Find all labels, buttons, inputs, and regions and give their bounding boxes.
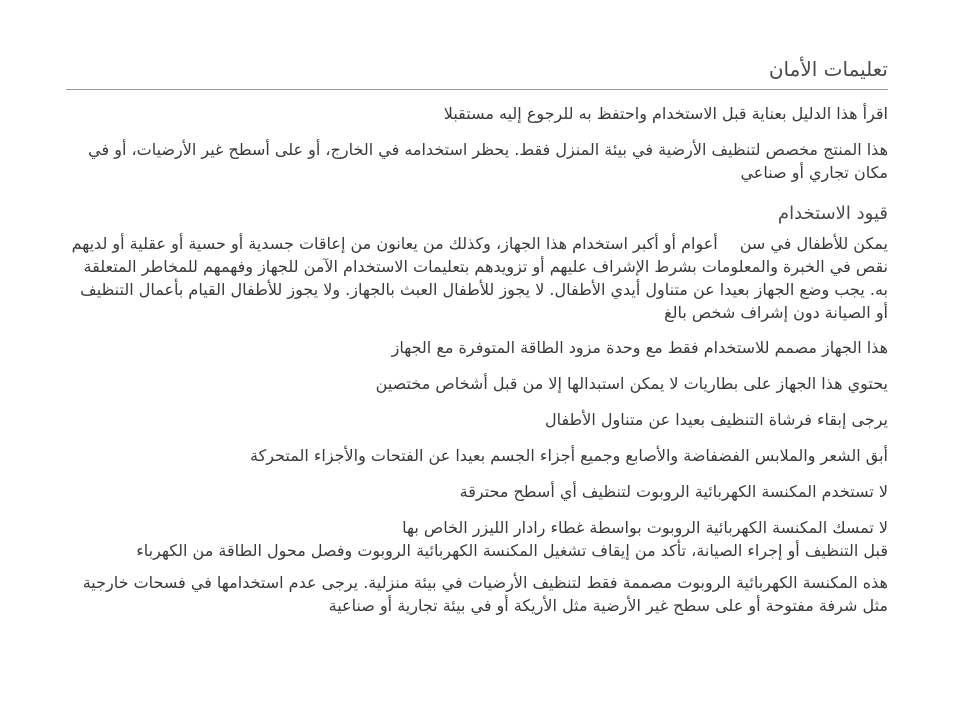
restriction-item-indoor-use: هذه المكنسة الكهربائية الروبوت مصممة فقط لتنظيف الأرضيات في بيئة منزلية. يرجى عدم استخدامها في فسحات خارجية مثل شرفة مفتوحة أو على سطح غير الأرضية مثل الأريكة أو في بيئة تجارية أو صناعية — [82, 573, 888, 615]
restriction-item-maintenance: قبل التنظيف أو إجراء الصيانة، تأكد من إيقاف تشغيل المكنسة الكهربائية الروبوت وفصل محول الطاقة من الكهرباء — [136, 541, 888, 560]
children-text-part1: يمكن للأطفال في سن — [739, 234, 888, 253]
children-usage-paragraph — [66, 232, 888, 324]
safety-document — [66, 52, 888, 617]
restriction-item-batteries: يحتوي هذا الجهاز على بطاريات لا يمكن استبدالها إلا من قبل أشخاص مختصين — [375, 374, 888, 393]
children-text-part2: أعوام أو أكبر استخدام هذا الجهاز، وكذلك من يعانون من إعاقات جسدية أو حسية أو عقلية أو لديهم نقص في الخبرة والمعلومات بشرط الإشراف عليهم أو تزويدهم بتعليمات الاستخدام الآمن للجهاز وفهمهم للمخاطر المتعلقة به. يجب وضع الجهاز بعيدا عن متناول أيدي الأطفال. لا يجوز للأطفال العبث بالجهاز. ولا يجوز للأطفال القيام بأعمال التنظيف أو الصيانة دون إشراف شخص بالغ — [71, 234, 888, 322]
usage-restrictions-heading: قيود الاستخدام — [777, 203, 888, 224]
intro-paragraph: اقرأ هذا الدليل بعناية قبل الاستخدام واحتفظ به للرجوع إليه مستقبلا — [443, 104, 888, 123]
restriction-item-lidar-cover: لا تمسك المكنسة الكهربائية الروبوت بواسطة غطاء رادار الليزر الخاص بها — [402, 518, 888, 537]
restriction-item-brush: يرجى إبقاء فرشاة التنظيف بعيدا عن متناول الأطفال — [544, 410, 888, 429]
restriction-item-moving-parts: أبق الشعر والملابس الفضفاضة والأصابع وجميع أجزاء الجسم بعيدا عن الفتحات والأجزاء المتحركة — [250, 446, 888, 465]
scope-paragraph: هذا المنتج مخصص لتنظيف الأرضية في بيئة المنزل فقط. يحظر استخدامه في الخارج، أو على أسطح غير الأرضيات، أو في مكان تجاري أو صناعي — [88, 140, 888, 182]
restriction-item-burning-surfaces: لا تستخدم المكنسة الكهربائية الروبوت لتنظيف أي أسطح محترقة — [459, 482, 888, 501]
safety-instructions-heading: تعليمات الأمان — [66, 52, 888, 90]
restriction-item-power-supply: هذا الجهاز مصمم للاستخدام فقط مع وحدة مزود الطاقة المتوفرة مع الجهاز — [391, 338, 888, 357]
